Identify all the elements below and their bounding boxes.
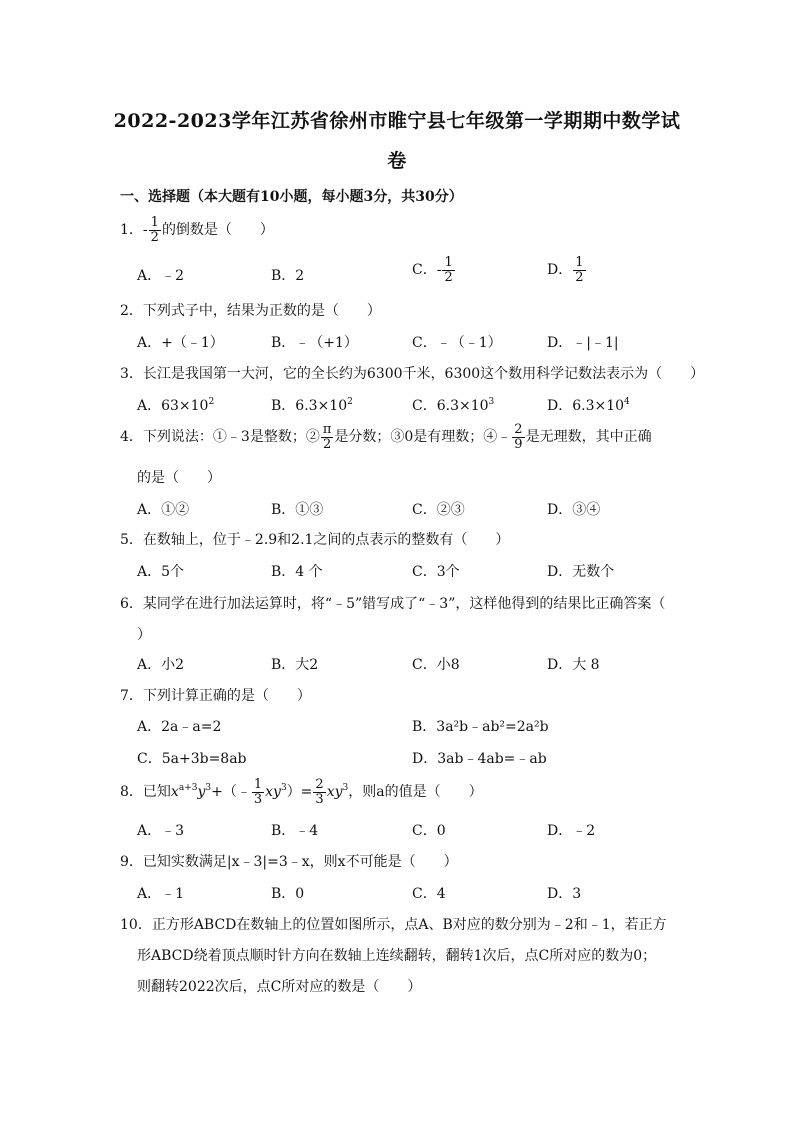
q1-option-d[interactable] [547, 256, 587, 284]
q1-d-den: 2 [575, 269, 584, 285]
section-heading: 一、选择题（本大题有10小题，每小题3分，共30分） [120, 189, 463, 205]
q4-pi-den: 2 [322, 436, 332, 452]
q8-f2-den: 3 [315, 791, 324, 807]
question-10: 10．正方形ABCD在数轴上的位置如图所示，点A、B对应的数分别为﹣2和﹣1，若正方 [120, 917, 667, 933]
q6-option-d[interactable]: D．大 8 [547, 657, 600, 673]
q1-option-c-label: C．- [412, 262, 442, 279]
q4-f-den: 9 [514, 436, 523, 452]
q3-a-base: A．63×10 [137, 398, 209, 414]
q8-fraction-1 [252, 778, 264, 806]
q8-mid1: +（﹣ [211, 784, 251, 801]
q4-pi-fraction [321, 423, 334, 451]
q1-fraction [149, 216, 161, 244]
q1-c-num: 1 [444, 255, 453, 270]
q5-option-a[interactable]: A．5个 [137, 564, 185, 580]
q2-option-d[interactable]: D．﹣|﹣1| [547, 335, 619, 351]
q6-option-a[interactable]: A．小2 [137, 657, 185, 673]
q8-fraction-2 [313, 778, 325, 806]
q3-a-exponent: 2 [208, 397, 215, 407]
q1-number: 1． [120, 222, 143, 239]
page-title-line2: 卷 [387, 150, 407, 172]
q4-option-c[interactable]: C．②③ [412, 502, 465, 518]
q3-option-a[interactable] [137, 395, 214, 415]
q1-option-c[interactable] [412, 256, 456, 284]
q8-x-exponent: a+3 [178, 783, 198, 794]
q4-stem-part1: 4．下列说法：①﹣3是整数；② [120, 429, 320, 446]
q7-option-c[interactable]: C．5a+3b=8ab [137, 751, 247, 767]
q8-term1-xy: xy [265, 784, 281, 801]
q1-sign: - [142, 222, 148, 239]
q3-option-b[interactable] [271, 395, 353, 415]
q8-term2-xy: xy [326, 784, 343, 801]
q4-option-a[interactable]: A．①② [137, 502, 190, 518]
q8-f2-num: 2 [315, 777, 324, 792]
q1-option-d-fraction [573, 256, 585, 284]
q2-option-b[interactable]: B．﹣（+1） [271, 335, 358, 351]
q4-pi-num: π [322, 422, 332, 437]
q2-option-c[interactable]: C．﹣（﹣1） [412, 335, 502, 351]
q3-b-base: B．6.3×10 [271, 398, 348, 414]
q1-option-c-fraction [442, 256, 454, 284]
q10-line3: 则翻转2022次后，点C所对应的数是（ ） [137, 979, 422, 995]
q3-c-exponent: 3 [488, 397, 495, 407]
q7-option-a[interactable]: A．2a﹣a=2 [137, 719, 222, 735]
q1-d-num: 1 [575, 255, 584, 270]
q4-f-num: 2 [514, 422, 523, 437]
q8-option-d[interactable]: D．﹣2 [547, 823, 596, 839]
q1-fraction-den: 2 [150, 229, 159, 245]
q9-option-a[interactable]: A．﹣1 [137, 886, 185, 902]
question-4 [120, 423, 652, 451]
q9-option-d[interactable]: D．3 [547, 886, 582, 902]
question-9: 9．已知实数满足|x﹣3|=3﹣x，则x不可能是（ ） [120, 854, 458, 870]
q8-option-a[interactable]: A．﹣3 [137, 823, 185, 839]
q7-option-b[interactable]: B．3a²b﹣ab²=2a²b [412, 719, 549, 735]
q4-stem-part2: 是分数；③0是有理数；④﹣ [334, 429, 512, 446]
q8-term1-exponent: 3 [280, 783, 287, 794]
q5-option-b[interactable]: B．4 个 [271, 564, 323, 580]
q3-b-exponent: 2 [347, 397, 353, 407]
q2-option-a[interactable]: A．+（﹣1） [137, 335, 224, 351]
q4-stem-continuation: 的是（ ） [137, 470, 221, 486]
q5-option-c[interactable]: C．3个 [412, 564, 460, 580]
q6-option-c[interactable]: C．小8 [412, 657, 460, 673]
q1-stem-text: 的倒数是（ ） [161, 222, 274, 239]
q9-option-c[interactable]: C．4 [412, 886, 446, 902]
q3-c-base: C．6.3×10 [412, 398, 489, 414]
q4-option-b[interactable]: B．①③ [271, 502, 324, 518]
q8-var-x: x [170, 784, 179, 801]
question-8 [120, 778, 483, 806]
q8-option-c[interactable]: C．0 [412, 823, 446, 839]
q1-c-den: 2 [444, 269, 453, 285]
page-title-line1: 2022-2023学年江苏省徐州市睢宁县七年级第一学期期中数学试 [113, 110, 681, 132]
question-6: 6．某同学在进行加法运算时，将“﹣5”错写成了“﹣3”，这样他得到的结果比正确答案（ [120, 596, 666, 612]
q1-option-d-label: D． [547, 262, 573, 279]
q1-fraction-num: 1 [150, 215, 159, 230]
q10-line2: 形ABCD绕着顶点顺时针方向在数轴上连续翻转，翻转1次后，点C所对应的数为0； [137, 948, 657, 964]
question-7: 7．下列计算正确的是（ ） [120, 688, 311, 704]
q7-option-d[interactable]: D．3ab﹣4ab=﹣ab [412, 751, 547, 767]
q6-stem-continuation: ） [137, 627, 151, 643]
q8-f1-num: 1 [253, 777, 263, 792]
question-1 [120, 216, 274, 244]
q3-option-c[interactable] [412, 395, 494, 415]
q8-stem-pre: 8．已知 [120, 784, 171, 801]
q8-option-b[interactable]: B．﹣4 [271, 823, 319, 839]
q9-option-b[interactable]: B．0 [271, 886, 305, 902]
q1-option-b[interactable]: B．2 [271, 268, 305, 284]
q6-option-b[interactable]: B．大2 [271, 657, 319, 673]
q8-stem-post: ，则a的值是（ ） [348, 784, 483, 801]
q8-f1-den: 3 [253, 791, 263, 807]
q8-y-exponent: 3 [205, 783, 212, 794]
q3-d-exponent: 4 [624, 397, 630, 407]
q3-d-base: D．6.3×10 [547, 398, 625, 414]
q8-var-y: y [197, 784, 206, 801]
q3-option-d[interactable] [547, 395, 630, 415]
question-2: 2．下列式子中，结果为正数的是（ ） [120, 303, 381, 319]
q5-option-d[interactable]: D．无数个 [547, 564, 615, 580]
q1-option-a[interactable]: A．﹣2 [137, 268, 185, 284]
q4-option-d[interactable]: D．③④ [547, 502, 601, 518]
q4-stem-part3: 是无理数，其中正确 [525, 429, 652, 446]
q8-term2-exponent: 3 [342, 783, 349, 794]
q4-fraction [512, 423, 524, 451]
question-5: 5．在数轴上，位于﹣2.9和2.1之间的点表示的整数有（ ） [120, 532, 510, 548]
q8-mid2: ）= [286, 784, 313, 801]
question-3: 3．长江是我国第一大河，它的全长约为6300千米，6300这个数用科学记数法表示为（ ） [120, 366, 705, 382]
